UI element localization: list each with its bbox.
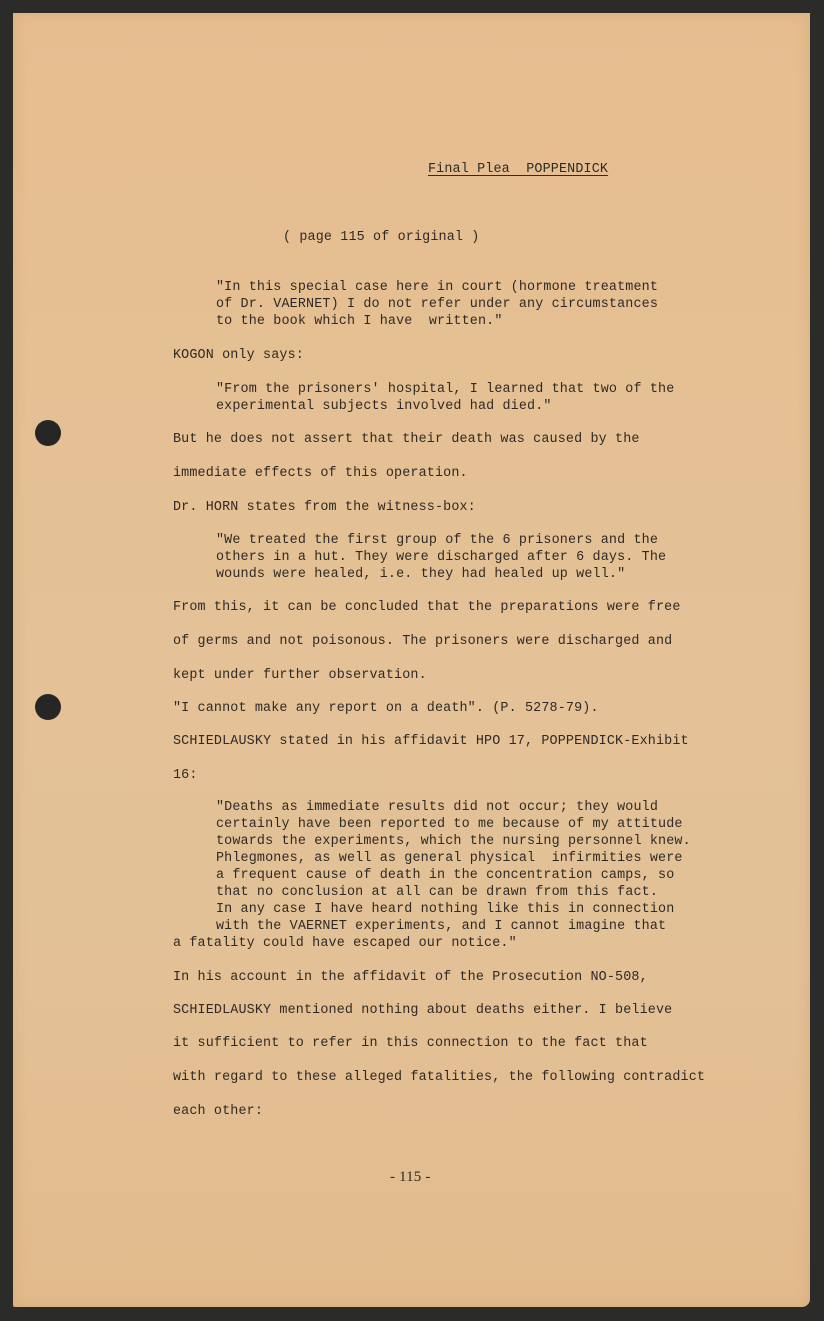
- body-line: kept under further observation.: [173, 668, 427, 683]
- quote-line: "Deaths as immediate results did not occur; they would: [216, 800, 659, 815]
- quote-line: certainly have been reported to me because of my attitude: [216, 817, 683, 832]
- page-reference: ( page 115 of original ): [283, 230, 480, 245]
- document-page: [13, 13, 810, 1307]
- punch-hole: [35, 420, 61, 446]
- quote-line: wounds were healed, i.e. they had healed up well.": [216, 567, 626, 582]
- body-line: each other:: [173, 1104, 264, 1119]
- quote-line: a frequent cause of death in the concentration camps, so: [216, 868, 675, 883]
- body-line: SCHIEDLAUSKY stated in his affidavit HPO 17, POPPENDICK-Exhibit: [173, 734, 689, 749]
- quote-line: Phlegmones, as well as general physical infirmities were: [216, 851, 683, 866]
- body-line: But he does not assert that their death was caused by the: [173, 432, 640, 447]
- document-header: Final Plea POPPENDICK: [428, 162, 609, 177]
- quote-line: to the book which I have written.": [216, 314, 503, 329]
- body-line: of germs and not poisonous. The prisoners were discharged and: [173, 634, 673, 649]
- quote-line: others in a hut. They were discharged after 6 days. The: [216, 550, 667, 565]
- quote-line: In any case I have heard nothing like this in connection: [216, 902, 675, 917]
- body-line: From this, it can be concluded that the preparations were free: [173, 600, 681, 615]
- quote-line: a fatality could have escaped our notice.": [173, 936, 517, 951]
- body-line: KOGON only says:: [173, 348, 304, 363]
- body-line: with regard to these alleged fatalities, the following contradict: [173, 1070, 706, 1085]
- body-line: 16:: [173, 768, 198, 783]
- quote-line: with the VAERNET experiments, and I cannot imagine that: [216, 919, 667, 934]
- quote-line: that no conclusion at all can be drawn from this fact.: [216, 885, 659, 900]
- quote-line: "We treated the first group of the 6 prisoners and the: [216, 533, 659, 548]
- quote-line: towards the experiments, which the nursing personnel knew.: [216, 834, 691, 849]
- body-line: immediate effects of this operation.: [173, 466, 468, 481]
- quote-line: "From the prisoners' hospital, I learned that two of the: [216, 382, 675, 397]
- body-line: "I cannot make any report on a death". (P. 5278-79).: [173, 701, 599, 716]
- punch-hole: [35, 694, 61, 720]
- page-number: - 115 -: [390, 1169, 431, 1185]
- body-line: it sufficient to refer in this connection to the fact that: [173, 1036, 648, 1051]
- body-line: In his account in the affidavit of the Prosecution NO-508,: [173, 970, 648, 985]
- quote-line: of Dr. VAERNET) I do not refer under any circumstances: [216, 297, 659, 312]
- body-line: SCHIEDLAUSKY mentioned nothing about deaths either. I believe: [173, 1003, 673, 1018]
- quote-line: experimental subjects involved had died.": [216, 399, 552, 414]
- quote-line: "In this special case here in court (hormone treatment: [216, 280, 659, 295]
- body-line: Dr. HORN states from the witness-box:: [173, 500, 476, 515]
